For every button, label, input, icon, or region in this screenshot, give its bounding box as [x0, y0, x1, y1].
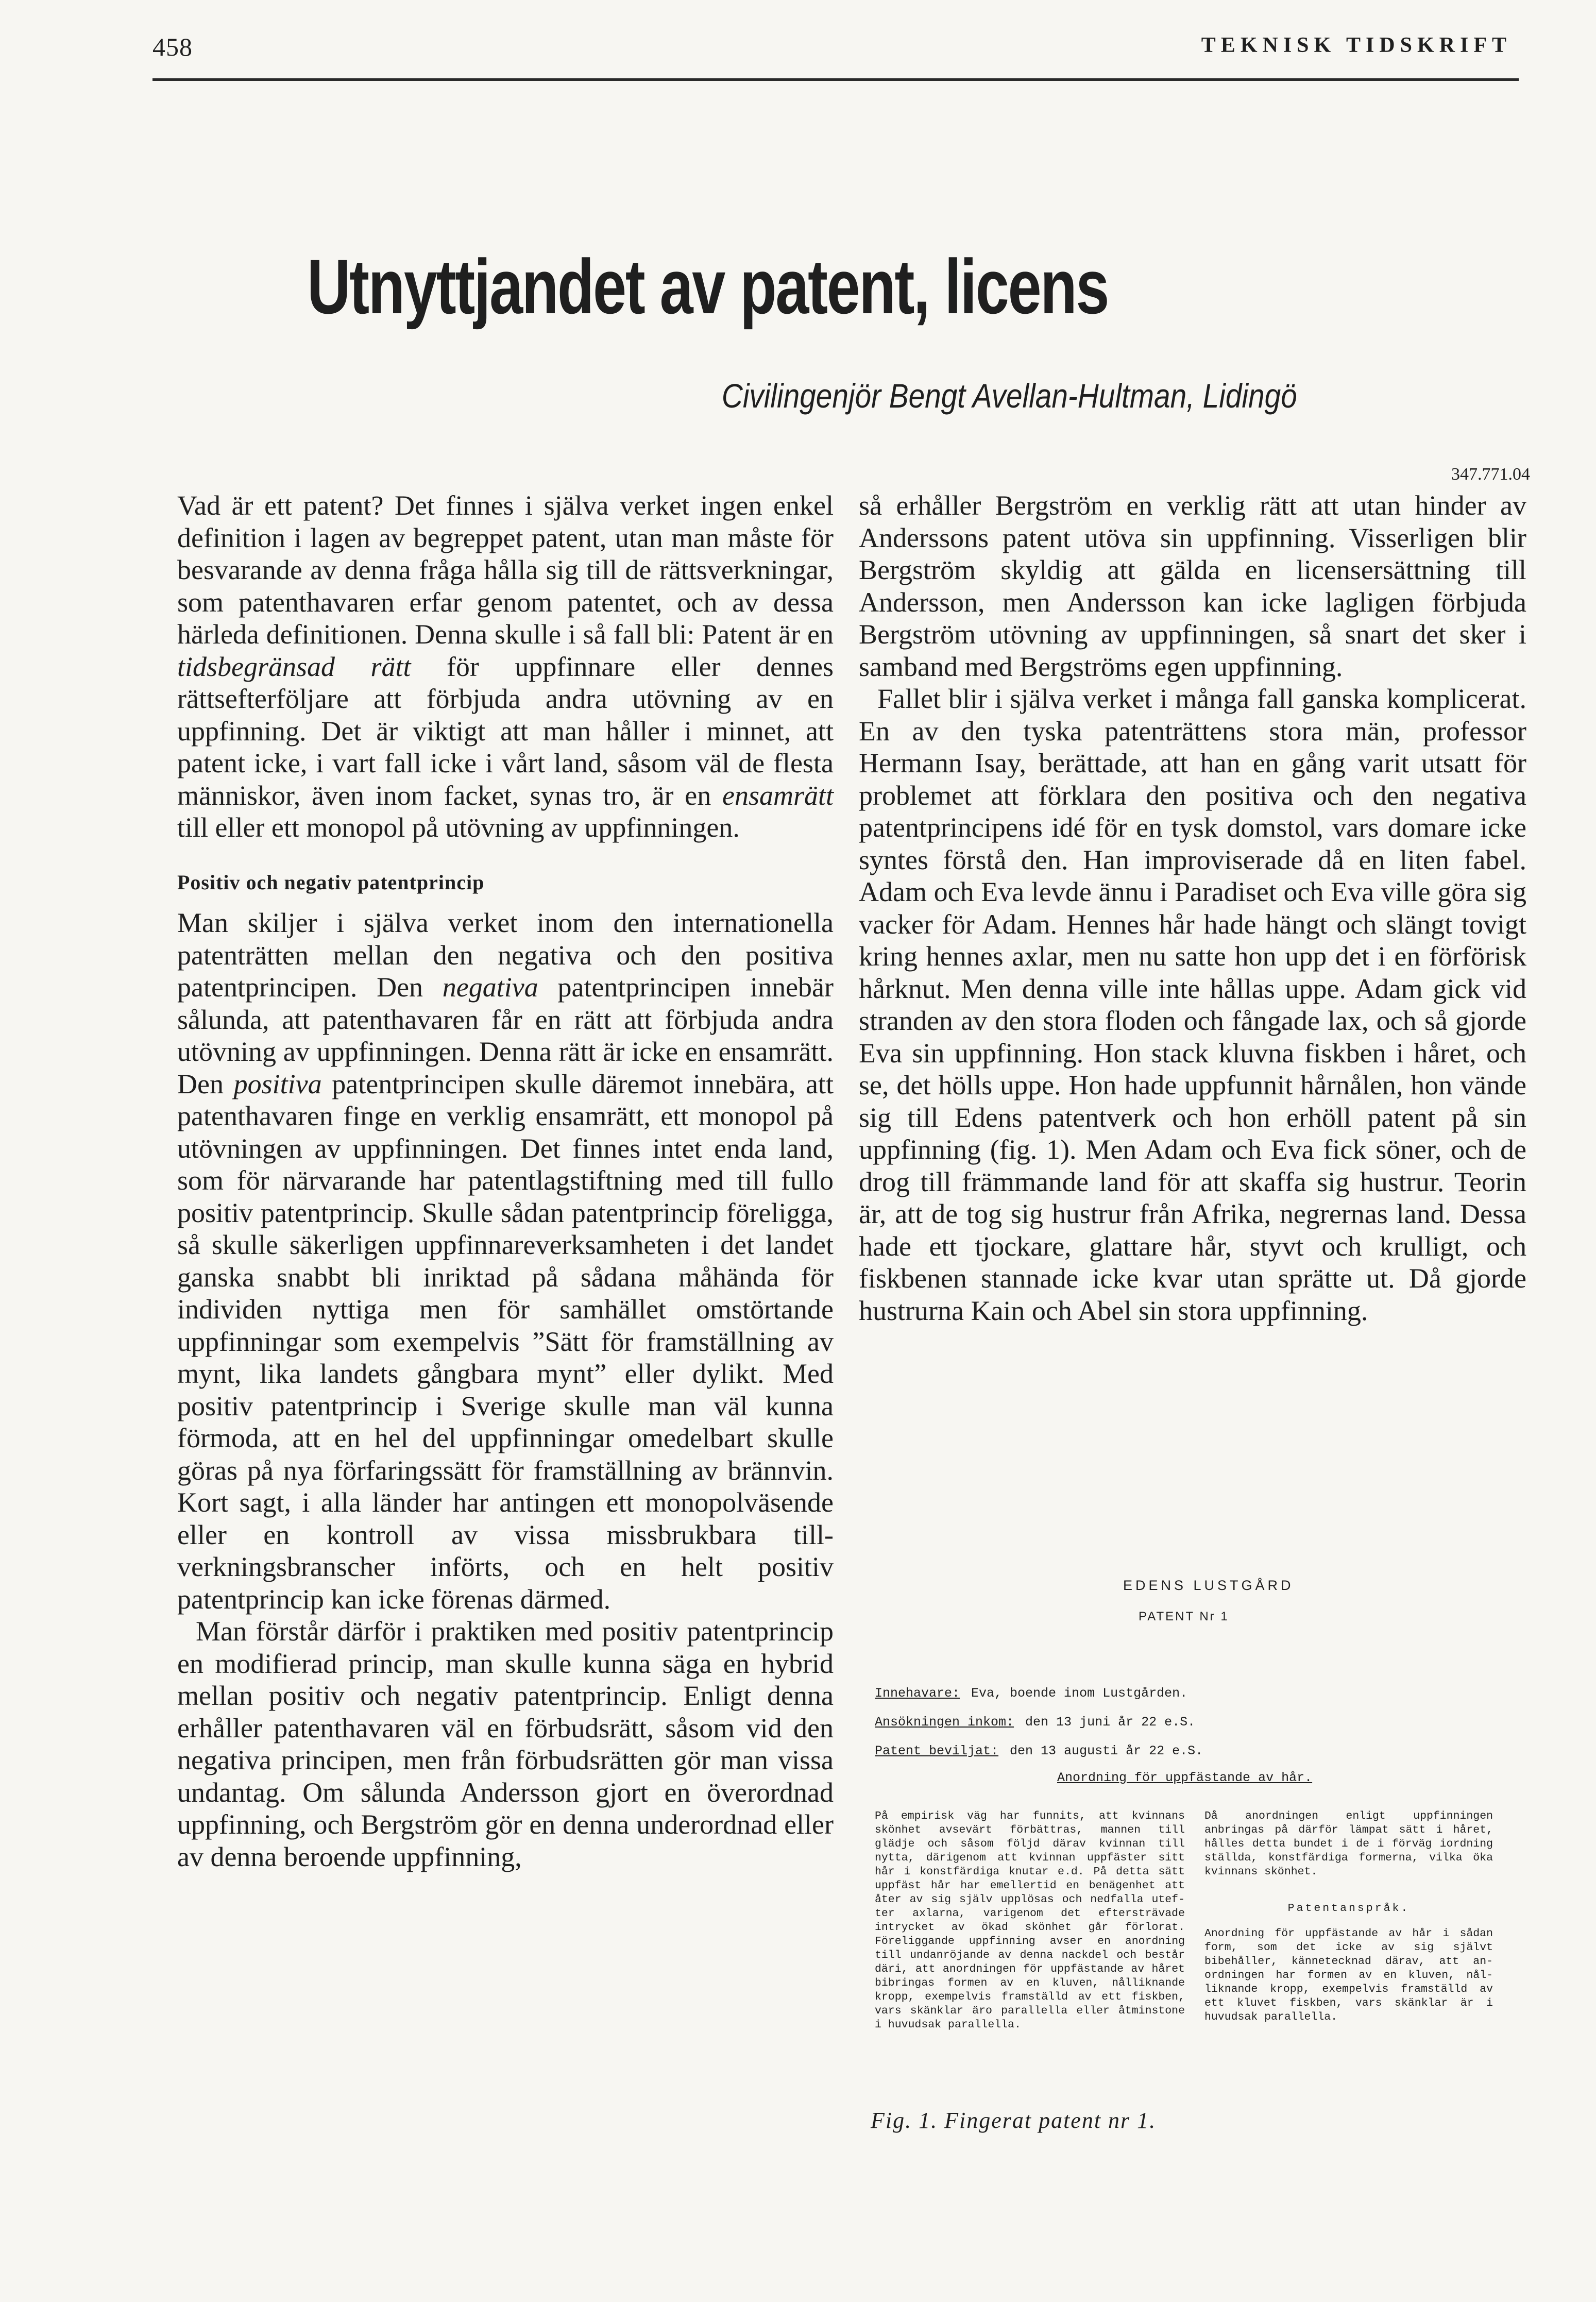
udc-classification: 347.771.04	[1451, 465, 1530, 484]
continuation-paragraph: så erhåller Bergström en verklig rätt att utan hinder av Anderssons patent utöva sin uppfinning. Visserligen blir Bergström skyldig att gälda en licensersättning till Andersson, men Andersson kan icke lagligen förbjuda Bergström utövning av uppfinningen, så snart det sker i samband med Bergströms egen uppfinning.	[859, 490, 1526, 682]
facsimile-description-left: På empirisk väg har funnits, att kvinnans skönhet avsevärt förbättras, mannen till glädje och såsom följd därav kvinnan till nytta, därigenom att kvinnan uppfäster sitt hår i konstfärdiga knutar e.d. På detta sätt uppfäst hår har emellertid en benägenhet att åter av sig själv upplösas och nedfalla utefter axlarna, varigenom det eftersträvade intrycket av ökad skönhet går förlorat. Föreliggande uppfinning avser en anordning till undanröjande av denna nackdel och består däri, att anordningen för uppfästande av håret bibringas formen av en kluven, nålliknande kropp, exempelvis framställd av ett fiskben, vars skänklar äro parallella eller åtminstone i huvudsak parallella.	[875, 1810, 1185, 2031]
right-column	[859, 489, 1526, 1327]
intro-paragraph: Vad är ett patent? Det finnes i själva verket ingen enkel definition i lagen av begreppet patent, utan man måste för besvarande av denna fråga hålla sig till de rättsverkningar, som patenthavaren erfar genom patentet, och av dessa härleda definitionen. Denna skulle i så fall bli: Patent är en tidsbegränsad rätt för uppfinnare eller dennes rättsefterföljare att förbjuda andra utövning av en uppfinning. Det är viktigt att man håller i minnet, att patent icke, i vart fall icke i vårt land, såsom väl de flesta människor, även inom facket, synas tro, är en ensamrätt till eller ett monopol på utövning av uppfinningen.	[177, 490, 834, 843]
hybrid-paragraph: Man förstår därför i praktiken med positiv patentprincip en modifierad princip, man skulle kunna säga en hybrid mellan positiv och negativ patentprincip. Enligt denna erhåller patenthavaren väl en förbudsrätt, såsom vid den negativa principen, men från förbudsrätten gör man vissa undantag. Om sålunda Andersson gjort en överordnad uppfinning, och Bergström gör en denna underordnad eller av denna beroende uppfinning,	[177, 1616, 834, 1872]
figure-caption: Fig. 1. Fingerat patent nr 1.	[871, 2108, 1157, 2133]
journal-name: TEKNISK TIDSKRIFT	[1201, 33, 1512, 57]
header-rule	[152, 78, 1519, 81]
principle-paragraph: Man skiljer i själva verket inom den internationella patenträtten mellan den negativa och den positiva patentprincipen. Den negativa patentprincipen innebär sålunda, att patenthavaren får en rätt att förbjuda andra utövning av uppfinningen. Denna rätt är icke en ensamrätt. Den positiva patentprincipen skulle däremot innebära, att patenthavaren finge en verklig ensamrätt, ett monopol på utövningen av uppfinningen. Det finnes intet enda land, som för närvarande har patentlagstiftning med till fullo positiv patentprincip. Skulle sådan patentprincip föreligga, så skulle säkerligen uppfinnareverksamheten i det landet ganska snabbt bli inriktad på sådana måhända för individen nyttiga men för samhället omstörtande uppfinningar som exempelvis ”Sätt för framställning av mynt, lika landets gångbara mynt” eller dylikt. Med positiv patentprincip i Sverige skulle man väl kunna förmoda, att en hel del uppfinningar omedelbart skulle göras på nya förfaringssätt för framställning av brännvin. Kort sagt, i alla länder har antingen ett monopolväsende eller en kontroll av vissa missbrukbara tillverkningsbranscher införts, och en helt positiv patentprincip kan icke förenas därmed.	[177, 907, 834, 1615]
facsimile-holder: Innehavare: Eva, boende inom Lustgården.	[875, 1686, 1188, 1701]
facsimile-claims-heading: Patentanspråk.	[1287, 1902, 1410, 1915]
article-title: Utnyttjandet av patent, licens	[307, 243, 1109, 330]
facsimile-applied: Ansökningen inkom: den 13 juni år 22 e.S.	[875, 1715, 1196, 1730]
author-byline: Civilingenjör Bengt Avellan-Hultman, Lidingö	[722, 377, 1297, 415]
facsimile-description-right: Då anordningen enligt uppfinningen anbringas på därför lämpat sätt i håret, hålles detta bundet i de i förväg iordning ställda, konstfärdiga formerna, vilka öka kvinnans skönhet. Patentanspråk. Anordning för uppfästande av hår i sådan form, som det icke av sig självt bibehåller, kännetecknad därav, att anordningen har formen av en kluven, nålliknande kropp, exempelvis framställd av ett kluvet fiskben, vars skänklar är i huvudsak parallella.	[1204, 1810, 1493, 2023]
facsimile-title: EDENS LUSTGÅRD	[1123, 1578, 1294, 1593]
page-number: 458	[152, 32, 193, 61]
left-column	[177, 489, 834, 1873]
facsimile-subtitle: PATENT Nr 1	[1139, 1610, 1229, 1623]
facsimile-claim: Anordning för uppfästande av hår i sådan form, som det icke av sig självt bibehåller, kännetecknad därav, att anordningen har formen av en kluven, nålliknande kropp, exempelvis framställd av ett kluvet fiskben, vars skänklar är i huvudsak parallella.	[1204, 1927, 1493, 2023]
facsimile-granted: Patent beviljat: den 13 augusti år 22 e.S.	[875, 1744, 1203, 1758]
facsimile-invention-heading: Anordning för uppfästande av hår.	[1057, 1770, 1313, 1785]
fable-paragraph: Fallet blir i själva verket i många fall ganska komplicerat. En av den tyska patenträttens stora män, professor Hermann Isay, berättade, att han en gång varit utsatt för problemet att förklara den positiva och den negativa patentprincipens idé för en tysk domstol, vars domare icke syntes förstå den. Han improviserade då en liten fabel. Adam och Eva levde ännu i Paradiset och Eva ville göra sig vacker för Adam. Hennes hår hade hängt och slängt tovigt kring hennes axlar, men nu satte hon upp det i en förförisk hårknut. Men denna ville inte hållas uppe. Adam gick vid stranden av den stora floden och fångade lax, och så gjorde Eva sin uppfinning. Hon stack kluvna fiskben i håret, och se, det hölls uppe. Hon hade uppfunnit hårnålen, hon vände sig till Edens patentverk och hon erhöll patent på sin uppfinning (fig. 1). Men Adam och Eva fick söner, och de drog till främmande land för att skaffa sig hustrur. Teorin är, att de tog sig hustrur från Afrika, negrernas land. Dessa hade ett tjockare, glattare hår, styvt och krulligt, och fiskbenen stannade icke kvar utan sprätte ut. Då gjorde hustrurna Kain och Abel sin stora uppfinning.	[859, 683, 1526, 1326]
section-heading: Positiv och negativ patentprincip	[177, 870, 485, 894]
